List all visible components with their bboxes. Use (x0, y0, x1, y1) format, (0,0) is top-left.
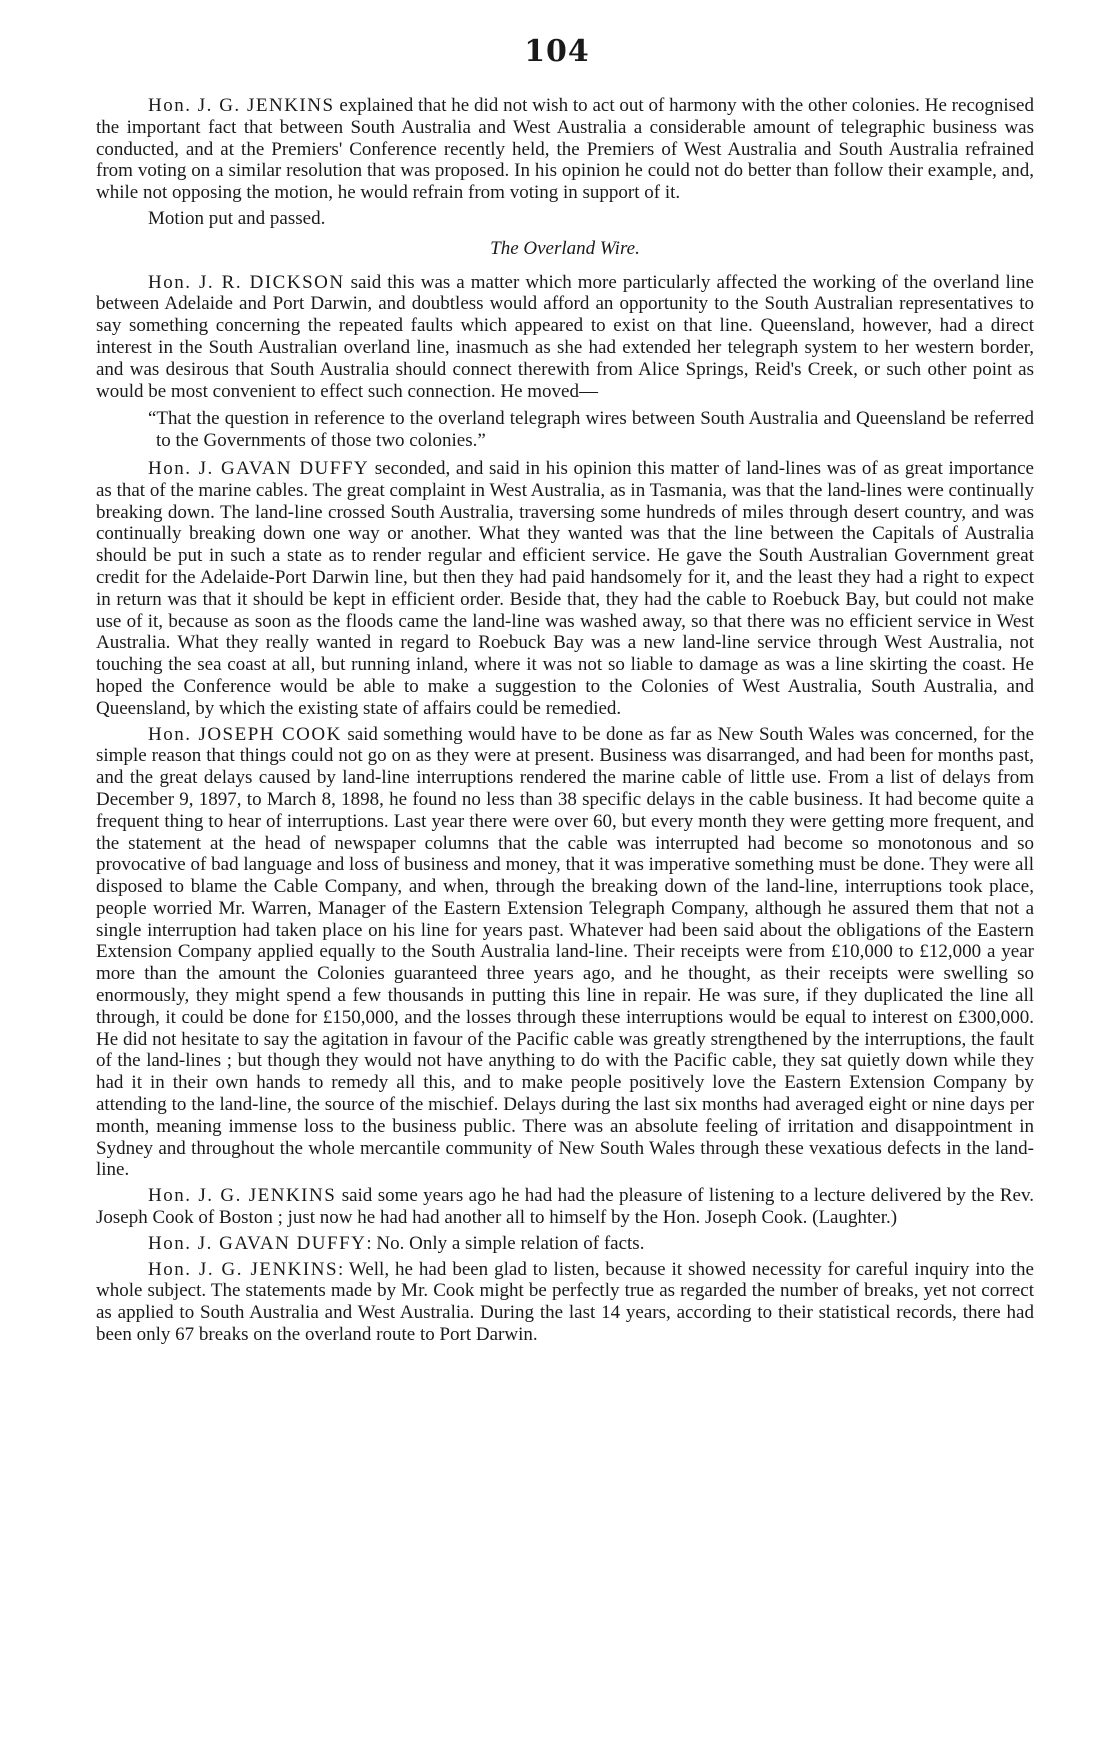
paragraph-text: : No. Only a simple relation of facts. (366, 1232, 645, 1254)
speaker-name: Hon. J. GAVAN DUFFY (148, 457, 370, 479)
speaker-name: Hon. JOSEPH COOK (148, 723, 342, 745)
motion-quote: “That the question in reference to the overland telegraph wires between South Australia and Queensland be referred to the Governments of those two colonies.” (148, 408, 1034, 452)
section-title: The Overland Wire. (490, 237, 640, 259)
document-body (96, 95, 1034, 1350)
paragraph-jenkins-2 (96, 1185, 1034, 1229)
speaker-name: Hon. J. GAVAN DUFFY (148, 1232, 367, 1254)
speaker-name: Hon. J. G. JENKINS (148, 95, 335, 116)
page-number: 104 (524, 34, 590, 69)
speaker-name: Hon. J. R. DICKSON (148, 271, 345, 293)
paragraph-text: seconded, and said in his opinion this matter of land-lines was of as great importance as that of the marine cables. The great complaint in West Australia, as in Tasmania, was that the land-lines were continually breaking down. The land-line crossed South Australia, traversing some hundreds of miles through desert country, and was continually breaking down one way or another. What they wanted was that the line between the Capitals of Australia should be put in such a state as to render regular and efficient service. He gave the South Australian Government great credit for the Adelaide-Port Darwin line, but then they had paid handsomely for it, and the least they had a right to expect in return was that it should be kept in efficient order. Beside that, they had the cable to Roebuck Bay, but could not make use of it, because as soon as the floods came the land-line was washed away, so that there was no efficient service in West Australia. What they really wanted in regard to Roebuck Bay was a new land-line service through West Australia, not touching the sea coast at all, but running inland, where it was not so liable to damage as was a line skirting the coast. He hoped the Conference would be able to make a suggestion to the Colonies of West Australia, South Australia, and Queensland, by which the existing state of affairs could be remedied. (96, 457, 1034, 719)
paragraph-duffy-2 (96, 1233, 1034, 1255)
paragraph-cook (96, 724, 1034, 1182)
paragraph-text: said this was a matter which more particularly affected the working of the overland line between Adelaide and Port Darwin, and doubtless would afford an opportunity to the South Australian representatives to say something concerning the repeated faults which appeared to exist on that line. Queensland, however, had a direct interest in the South Australian overland line, inasmuch as she had extended her telegraph system to her western border, and was desirous that South Australia should connect therewith from Alice Springs, Reid's Creek, or such other point as would be most convenient to effect such connection. He moved— (96, 271, 1034, 402)
speaker-name: Hon. J. G. JENKINS (148, 1185, 337, 1207)
paragraph-jenkins-3 (96, 1259, 1034, 1346)
paragraph-text: said some years ago he had had the pleasure of listening to a lecture delivered by the Rev. Joseph Cook of Boston ; just now he had had another all to himself by the Hon. Joseph Cook. (Laughter.) (96, 1185, 1034, 1229)
speaker-name: Hon. J. G. JENKINS (148, 1258, 339, 1280)
paragraph-text: : Well, he had been glad to listen, because it showed necessity for careful inquiry into the whole subject. The statements made by Mr. Cook might be perfectly true as regarded the number of breaks, yet not correct as applied to South Australia and West Australia. During the last 14 years, according to their statistical records, there had been only 67 breaks on the overland route to Port Darwin. (96, 1258, 1034, 1346)
paragraph-text: explained that he did not wish to act out of harmony with the other colonies. He recognised the important fact that between South Australia and West Australia a considerable amount of telegraphic business was conducted, and at the Premiers' Conference recently held, the Premiers of West Australia and South Australia refrained from voting on a similar resolution that was proposed. In his opinion he could not do better than follow their example, and, while not opposing the motion, he would refrain from voting in support of it. (96, 95, 1034, 204)
paragraph-jenkins-1 (96, 95, 1034, 204)
paragraph-dickson (96, 272, 1034, 403)
paragraph-duffy-1 (96, 458, 1034, 720)
paragraph-text: said something would have to be done as far as New South Wales was concerned, for the simple reason that things could not go on as they were at present. Business was disarranged, and had been for months past, and the great delays caused by land-line interruptions rendered the marine cable of little use. From a list of delays from December 9, 1897, to March 8, 1898, he found no less than 38 specific delays in the cable business. It had become quite a frequent thing to hear of interruptions. Last year there were over 60, but every month they were getting more frequent, and the statement at the head of newspaper columns that the cable was interrupted had become so monotonous and so provocative of bad language and loss of business and money, that it was imperative something must be done. They were all disposed to blame the Cable Company, and when, through the breaking down of the land-line, interruptions took place, people worried Mr. Warren, Manager of the Eastern Extension Telegraph Company, although he assured them that not a single interruption had taken place on his line for years past. Whatever had been said about the obligations of the Eastern Extension Company applied equally to the South Australia land-line. Their receipts were from £10,000 to £12,000 a year more than the amount the Colonies guaranteed three years ago, and he thought, as their receipts were swelling so enormously, they might spend a few thousands in putting this line in repair. He was sure, if they duplicated the line all through, it could be done for £150,000, and the losses through these interruptions would be equal to interest on £300,000. He did not hesitate to say the agitation in favour of the Pacific cable was greatly strengthened by the interruptions, the fault of the land-lines ; but though they would not have anything to do with the Pacific cable, they sat quietly down while they had it in their own hands to remedy all this, and to make people positively love the Eastern Extension Company by attending to the land-line, the source of the mischief. Delays during the last six months had averaged eight or nine days per month, meaning immense loss to the business public. There was an absolute feeling of irritation and disappointment in Sydney and throughout the whole mercantile community of New South Wales through these vexatious defects in the land-line. (96, 723, 1034, 1181)
motion-result: Motion put and passed. (148, 207, 326, 229)
